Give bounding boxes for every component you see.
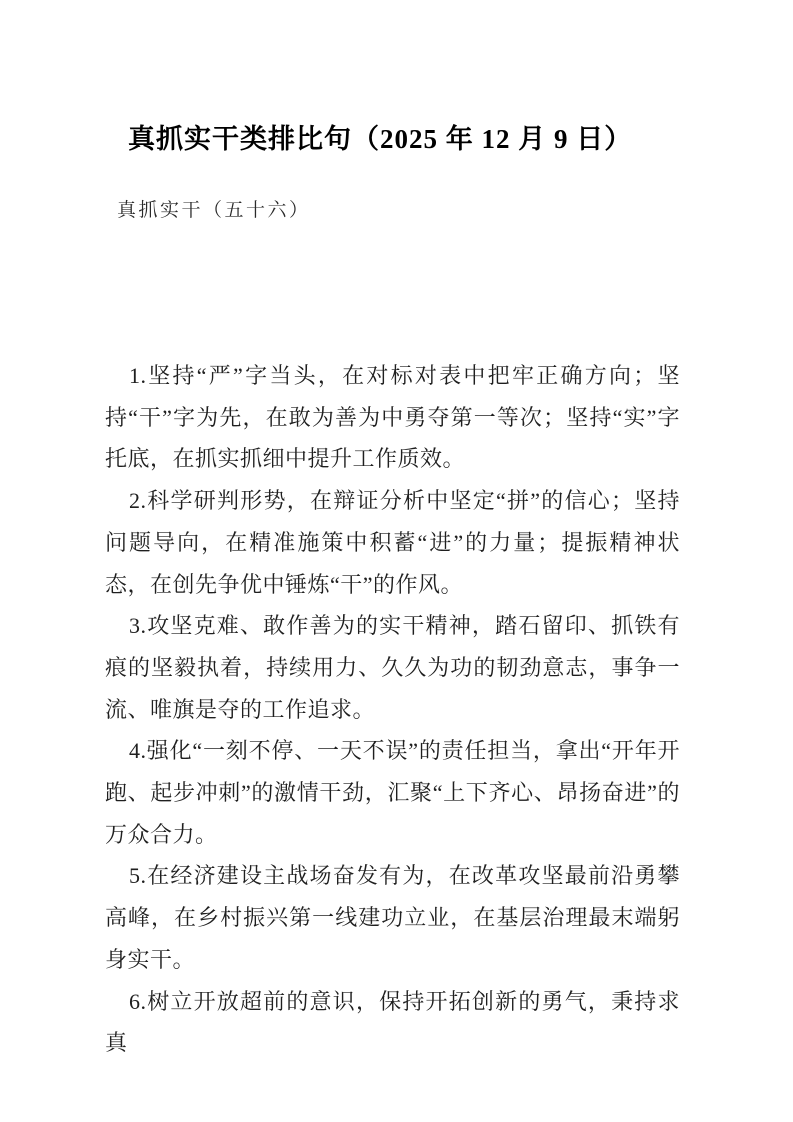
paragraph-4: 4.强化“一刻不停、一天不误”的责任担当，拿出“开年开跑、起步冲刺”的激情干劲，汇聚“上下齐心、昂扬奋进”的万众合力。 [105,738,680,847]
paragraph-5: 5.在经济建设主战场奋发有为，在改革攻坚最前沿勇攀高峰，在乡村振兴第一线建功立业，在基层治理最末端躬身实干。 [105,863,680,972]
document-title: 真抓实干类排比句（2025 年 12 月 9 日） [128,124,633,154]
paragraph-1: 1.坚持“严”字当头，在对标对表中把牢正确方向；坚持“干”字为先，在敢为善为中勇夺第一等次；坚持“实”字托底，在抓实抓细中提升工作质效。 [105,363,680,472]
document-subtitle: 真抓实干（五十六） [117,200,311,221]
paragraph-2: 2.科学研判形势，在辩证分析中坚定“拼”的信心；坚持问题导向，在精准施策中积蓄“进”的力量；提振精神状态，在创先争优中锤炼“干”的作风。 [105,488,680,597]
paragraph-6: 6.树立开放超前的意识，保持开拓创新的勇气，秉持求真 [105,988,680,1056]
document-body [105,355,680,1064]
paragraph-3: 3.攻坚克难、敢作善为的实干精神，踏石留印、抓铁有痕的坚毅执着，持续用力、久久为功的韧劲意志，事争一流、唯旗是夺的工作追求。 [105,613,680,722]
